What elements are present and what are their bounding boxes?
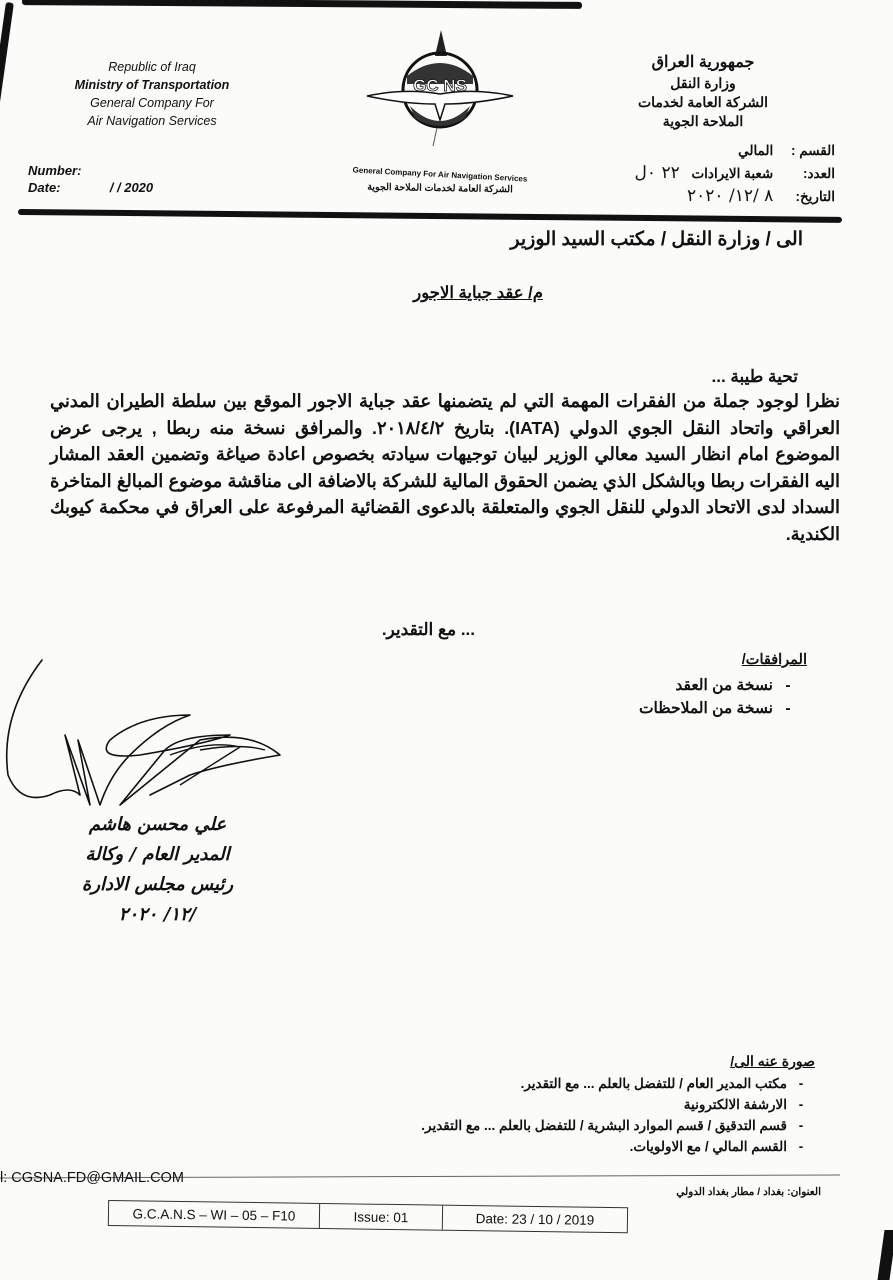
date-value: / / 2020 [109,180,154,195]
english-country: Republic of Iraq [108,60,196,74]
english-letterhead [42,58,262,130]
department-label: القسم : [791,143,835,158]
frame-border-top [22,0,582,9]
arabic-country: جمهورية العراق [651,54,755,71]
english-company-line1: General Company For [90,96,214,110]
arabic-number-value: شعبة الايرادات [691,166,774,181]
date-handwritten: ٨ /١٢/ ٢٠٢٠ [687,186,774,206]
logo-caption-arabic: الشركة العامة لخدمات الملاحة الجوية [367,181,513,196]
english-ministry: Ministry of Transportation [74,78,230,92]
cc-list [421,1073,815,1157]
logo-wings-icon [367,91,513,120]
arabic-letterhead [583,52,823,131]
date-label: Date: [28,180,61,195]
arabic-ministry: وزارة النقل [670,75,736,91]
page-edge-shadow [877,1230,893,1280]
department-row [515,140,835,162]
closing: ... مع التقدير. [381,620,475,639]
cc-item: - مكتب المدير العام / للتفضل بالعلم ... مع التقدير. [421,1073,815,1094]
attachment-item: - نسخة من العقد [639,674,803,697]
cc-item: - الارشفة الالكترونية [421,1094,815,1115]
footer-address: العنوان: بغداد / مطار بغداد الدولي [676,1186,821,1198]
arabic-date-row [515,185,835,208]
signatory-board-title: رئيس مجلس الادارة [81,874,234,895]
signatory-name: علي محسن هاشم [88,814,227,835]
number-handwritten: ٢٢ ٠ل [634,163,680,183]
header-divider [18,209,842,223]
handwritten-signature [0,655,300,835]
form-code: G.C.A.N.S – WI – 05 – F10 [109,1201,320,1228]
attachments-title: المرافقات/ [741,652,807,668]
cc-item: - قسم التدقيق / قسم الموارد البشرية / للتفضل بالعلم ... مع التقدير. [421,1115,815,1136]
attachment-item: - نسخة من الملاحظات [639,697,803,720]
signature-date: /١٢/ ٢٠٢٠ [118,904,197,925]
cc-title: صورة عنه الى/ [730,1053,815,1069]
date-field [28,180,153,195]
arabic-meta [515,140,835,208]
form-reference-box [108,1200,628,1233]
arabic-company-line1: الشركة العامة لخدمات [637,94,769,110]
form-issue: Issue: 01 [320,1204,443,1230]
arabic-number-label: العدد: [803,166,835,181]
letter-body: نظرا لوجود جملة من الفقرات المهمة التي لم يتضمنها عقد جباية الاجور الموقع بين سلطة الطيران المدني العراقي واتحاد النقل الجوي الدولي (IATA). بتاريخ ٢٠١٨/٤/٢. والمرافق نسخة منه ربطا , يرجى عرض الموضوع امام انظار السيد معالي الوزير لبيان توجيهات سيادته بخصوص اعادة صياغة وتضمين العقد المشار اليه الفقرات ربطا وبالشكل الذي يضمن الحقوق المالية للشركة بالاضافة الى مناقشة موضوع المبالغ المتاخرة السداد لدى الاتحاد الدولي للنقل الجوي والمتعلقة بالدعوى القضائية المرفوعة على العراق في محكمة كيوبك الكندية. [50,391,841,544]
form-date: Date: 23 / 10 / 2019 [475,1210,595,1228]
logo-caption-english: General Company For Air Navigation Services [352,165,528,184]
gcans-logo [365,28,515,148]
arabic-date-label: التاريخ: [795,189,835,204]
english-company-line2: Air Navigation Services [87,114,217,128]
logo-text: GC NS [413,76,467,95]
logo-tail [433,128,437,146]
cc-item: - القسم المالي / مع الاولويات. [421,1136,815,1157]
arabic-company-line2: الملاحة الجوية [662,113,744,129]
subject-line: م/ عقد جباية الاجور [413,284,543,302]
signatory-block [60,810,255,930]
number-label: Number: [28,163,82,178]
frame-border-left [0,2,14,132]
department-value: المالي [738,143,774,158]
recipient-line: الى / وزارة النقل / مكتب السيد الوزير [510,229,803,250]
footer-email: l: CGSNA.FD@GMAIL.COM [0,1170,184,1186]
attachments-list [639,674,803,720]
number-row [515,162,835,185]
greeting: تحية طيبة ... [711,367,798,386]
signatory-title: المدير العام / وكالة [85,844,230,865]
